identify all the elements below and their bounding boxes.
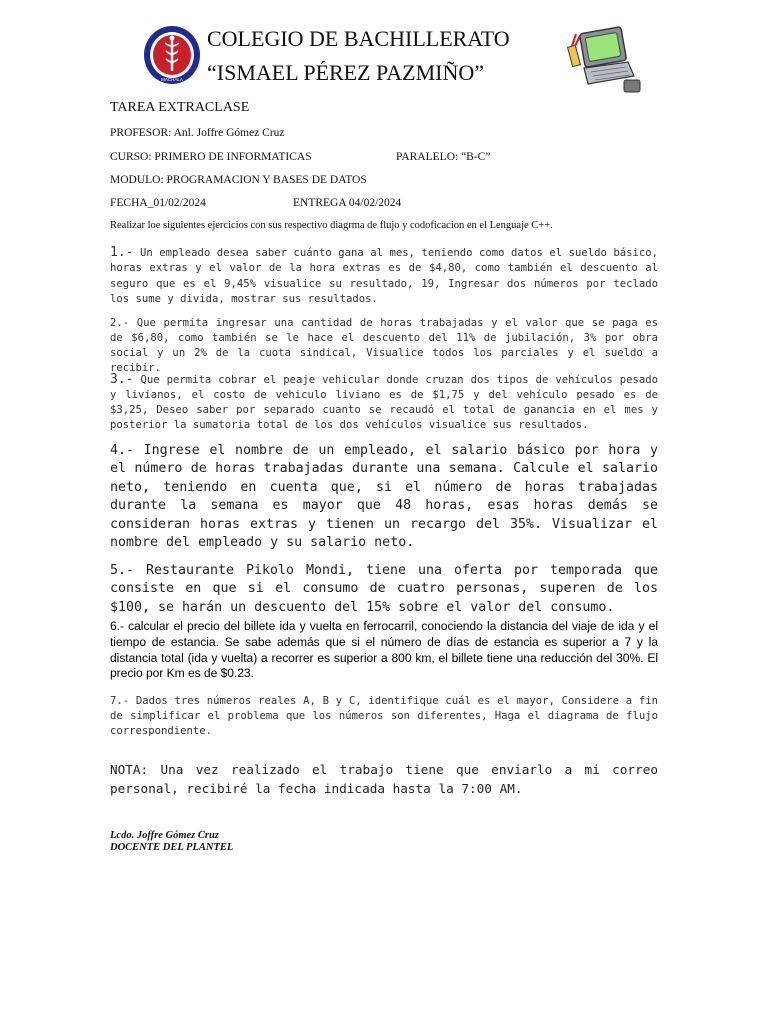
exercise-6: [110, 619, 658, 682]
computer-clipart-logo: [566, 24, 644, 96]
paralelo-line: PARALELO: “B-C”: [396, 151, 491, 163]
exercise-4: [110, 442, 658, 552]
task-title: TAREA EXTRACLASE: [110, 100, 250, 115]
exercise-1-number: 1.-: [110, 245, 134, 260]
exercise-7-number: 7.-: [110, 695, 130, 707]
exercise-6-text: calcular el precio del billete ida y vuelta en ferrocarril, conociendo la distancia del viaje de ida y el tiempo de estancia. Se sabe además que si el número de días de estancia es superior a 7 y la distancia total (ida y vuelta) a recorrer es superior a 800 km, el billete tiene una reducción del 30%. El precio por Km es de $0.23.: [110, 619, 658, 681]
exercise-1: [110, 245, 658, 307]
exercise-4-number: 4.-: [110, 443, 135, 458]
exercise-5: [110, 562, 658, 617]
school-name-line1: COLEGIO DE BACHILLERATO: [207, 26, 510, 51]
exercise-3-number: 3.-: [110, 372, 134, 387]
signature-role: DOCENTE DEL PLANTEL: [110, 842, 234, 853]
exercise-2-text: Que permita ingresar una cantidad de horas trabajadas y el valor que se paga es de $6,80, como también se le hace el descuento del 11% de jubilación, 3% por obra social y un 2% de la cuota sindical, Visualice todos los parciales y el sueldo a recibir.: [110, 317, 658, 374]
exercise-3: [110, 372, 658, 433]
exercise-3-text: Que permita cobrar el peaje vehicular donde cruzan dos tipos de vehículos pesado y livianos, el costo de vehiculo liviano es de $1,75 y del vehículo pesado es de $3,25, Deseo saber por separado cuanto se recaudó el total de ganancia en el mes y posterior la sumatoria total de los dos vehículos visualice sus resultados.: [110, 374, 658, 431]
fecha-line: FECHA_01/02/2024: [110, 197, 206, 209]
exercise-6-number: 6.-: [110, 619, 124, 633]
exercise-7-text: Dados tres números reales A, B y C, identifique cuál es el mayor, Considere a fin de simplificar el problema que los números son diferentes, Haga el diagrama de flujo correspondiente.: [110, 695, 658, 737]
exercise-4-text: Ingrese el nombre de un empleado, el salario básico por hora y el número de horas trabajadas durante una semana. Calcule el salario neto, teniendo en cuenta que, si el número de horas trabajadas durante la semana es mayor que 48 horas, esas horas demás se consideran horas extras y tienen un recargo del 35%. Visualizar el nombre del empleado y su salario neto.: [110, 443, 658, 551]
profesor-line: PROFESOR: Anl. Joffre Gómez Cruz: [110, 127, 285, 139]
instructions: Realizar loe siguientes ejercicios con sus respectivo diagrma de flujo y codoficacion en el Lenguaje C++.: [110, 220, 553, 231]
svg-text:MACHALA: MACHALA: [161, 77, 183, 82]
modulo-line: MODULO: PROGRAMACION Y BASES DE DATOS: [110, 174, 367, 186]
signature-name: Lcdo. Joffre Gómez Cruz: [110, 830, 219, 841]
entrega-line: ENTREGA 04/02/2024: [293, 197, 402, 209]
exercise-1-text: Un empleado desea saber cuánto gana al mes, teniendo como datos el sueldo básico, horas extras y el valor de la hora extras es de $4,80, como también el descuento al seguro que es el 9,45% visualice su resultado, 19, Ingresar dos números por teclado los sume y divida, mostrar sus resultados.: [110, 247, 658, 305]
exercise-7: [110, 694, 658, 739]
exercise-5-text: Restaurante Pikolo Mondi, tiene una oferta por temporada que consiste en que si el consumo de cuatro personas, superen de los $100, se harán un descuento del 15% sobre el valor del consumo.: [110, 563, 658, 615]
exercise-5-number: 5.-: [110, 563, 135, 578]
exercise-2: [110, 316, 658, 376]
closing-note: NOTA: Una vez realizado el trabajo tiene que enviarlo a mi correo personal, recibiré la fecha indicada hasta la 7:00 AM.: [110, 762, 658, 796]
curso-line: CURSO: PRIMERO DE INFORMATICAS: [110, 151, 312, 163]
school-seal-logo: [143, 25, 201, 85]
school-name-line2: “ISMAEL PÉREZ PAZMIÑO”: [207, 60, 485, 85]
exercise-2-number: 2.-: [110, 317, 130, 329]
